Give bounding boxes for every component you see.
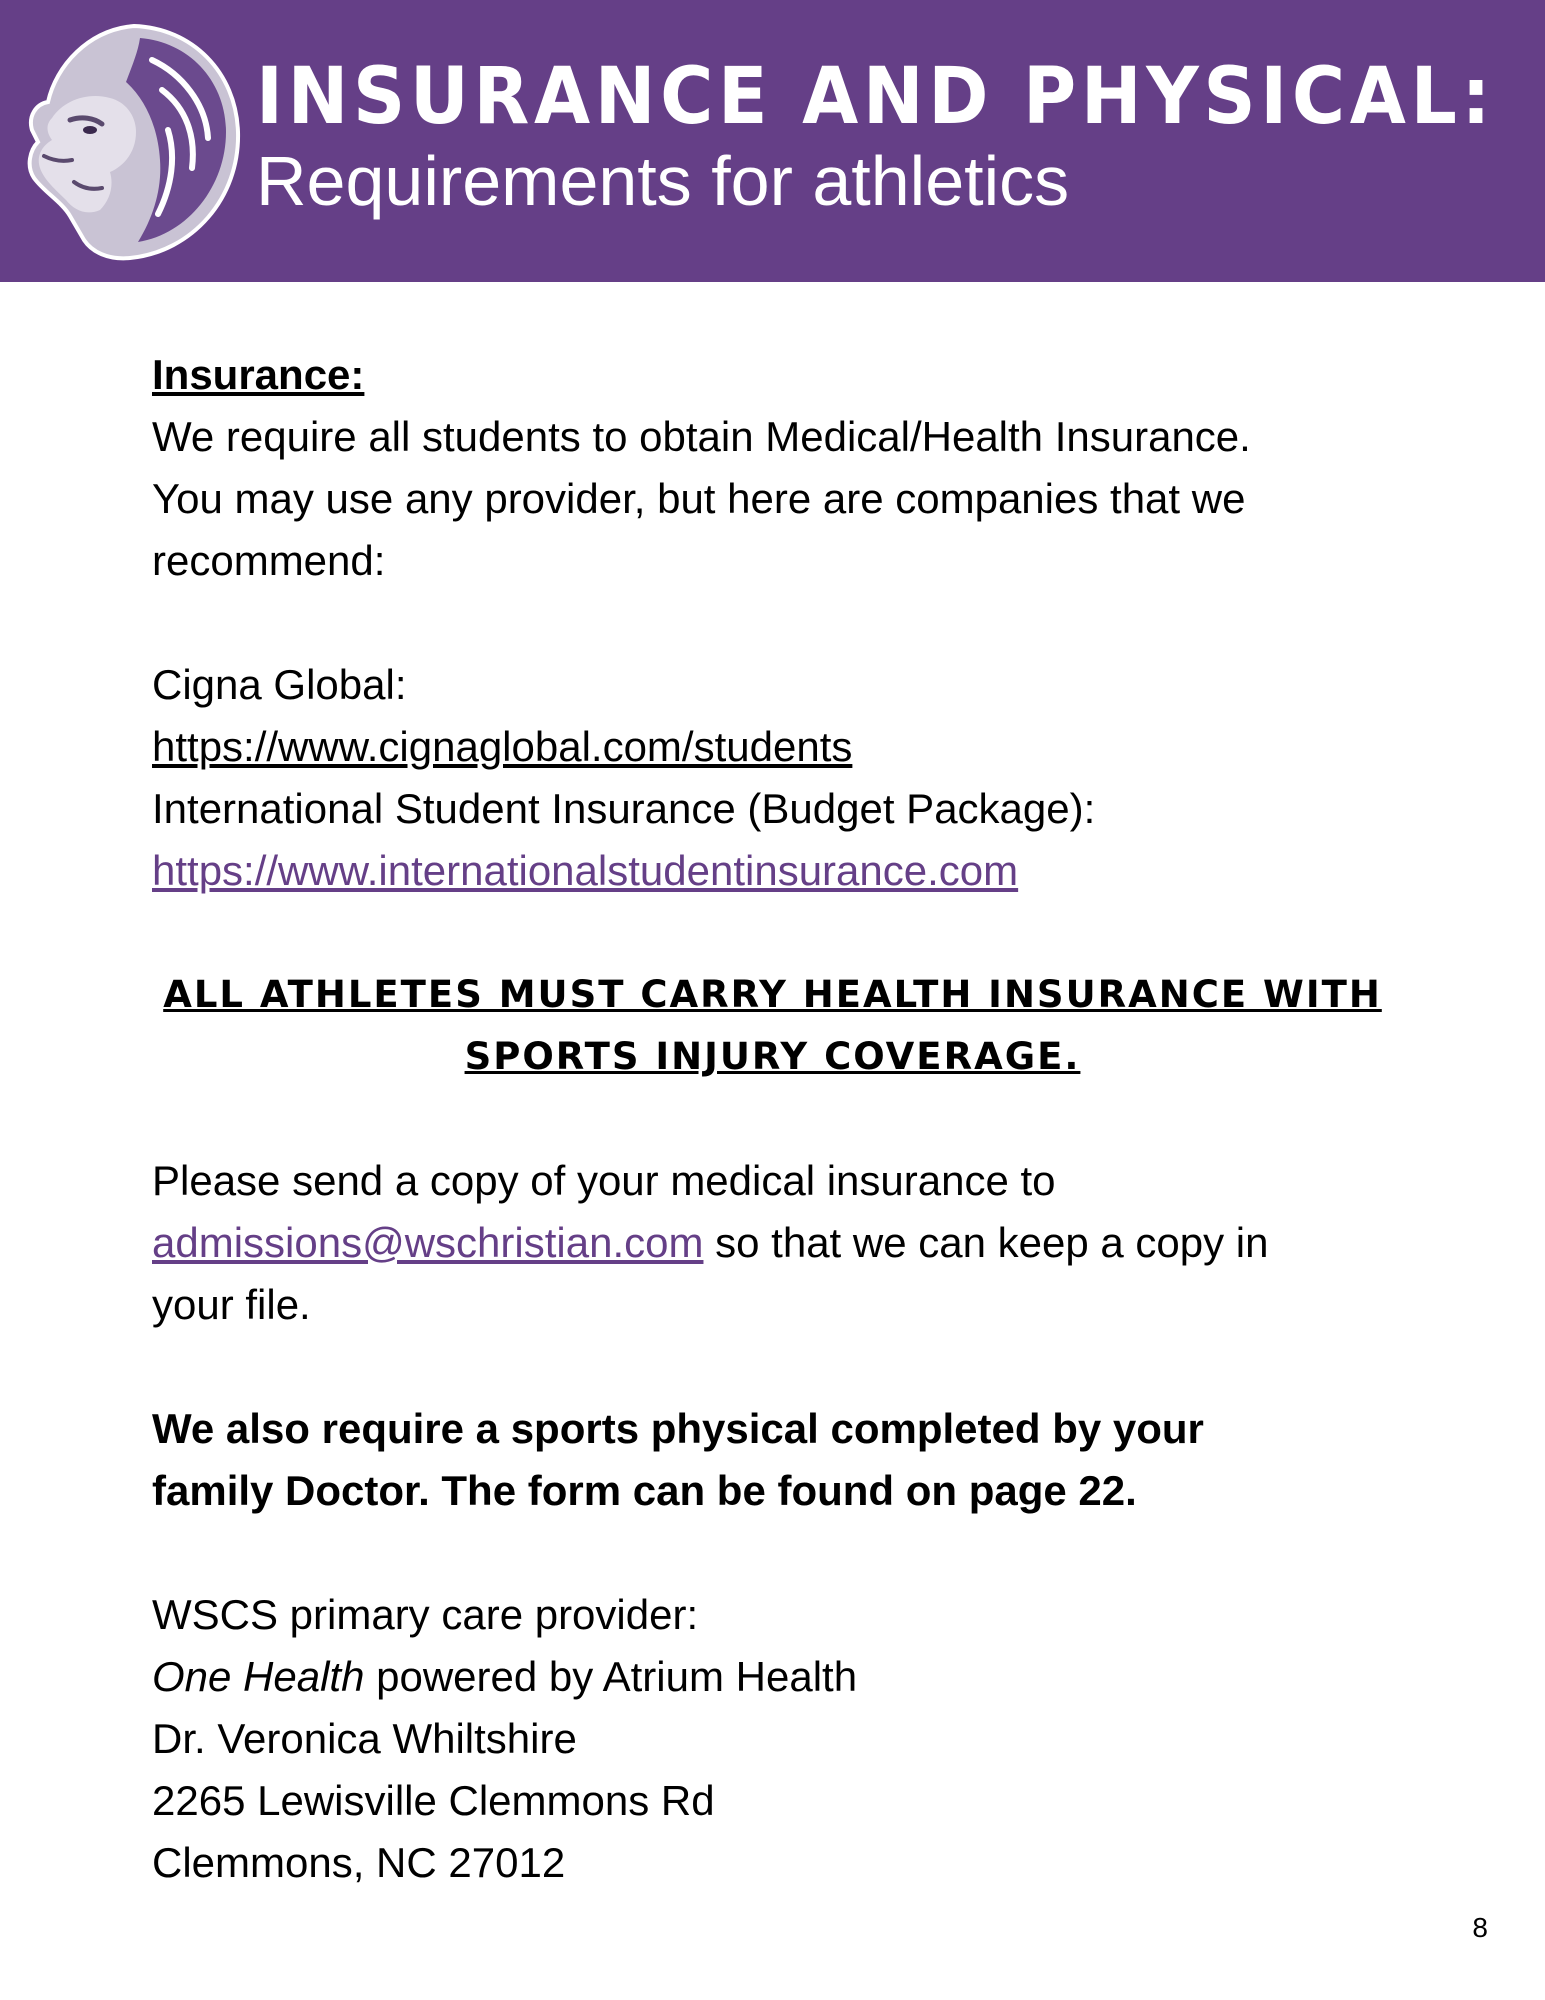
cigna-link[interactable]: https://www.cignaglobal.com/students (152, 723, 853, 770)
provider-street: 2265 Lewisville Clemmons Rd (152, 1777, 715, 1824)
admissions-email-link[interactable]: admissions@wschristian.com (152, 1219, 704, 1266)
provider-name-cigna: Cigna Global: (152, 661, 407, 708)
send-copy-line: your file. (152, 1281, 311, 1328)
physical-requirement: family Doctor. The form can be found on page 22. (152, 1467, 1137, 1514)
insurance-intro-line: recommend: (152, 537, 386, 584)
spacer (152, 1088, 1412, 1150)
insurance-intro-line: You may use any provider, but here are companies that we (152, 475, 1246, 522)
athletes-insurance-callout: SPORTS INJURY COVERAGE. (464, 1035, 1081, 1078)
send-copy-line: Please send a copy of your medical insurance to (152, 1157, 1056, 1204)
primary-care-label: WSCS primary care provider: (152, 1591, 699, 1638)
insurance-intro-line: We require all students to obtain Medical/Health Insurance. (152, 413, 1251, 460)
spacer (152, 902, 1412, 964)
send-copy-line: so that we can keep a copy in (703, 1219, 1269, 1266)
provider-name-isi: International Student Insurance (Budget Package): (152, 785, 1096, 832)
provider-city: Clemmons, NC 27012 (152, 1839, 566, 1886)
header-banner (0, 0, 1545, 282)
insurance-heading: Insurance: (152, 351, 365, 398)
page-subtitle: Requirements for athletics (256, 142, 1070, 220)
main-content (152, 344, 1412, 1894)
spacer (152, 1522, 1412, 1584)
isi-link[interactable]: https://www.internationalstudentinsurance.com (152, 847, 1019, 894)
athletes-insurance-callout: ALL ATHLETES MUST CARRY HEALTH INSURANCE WITH (163, 973, 1382, 1016)
spacer (152, 1336, 1412, 1398)
page-number: 8 (1472, 1912, 1488, 1943)
provider-doctor: Dr. Veronica Whiltshire (152, 1715, 577, 1762)
physical-requirement: We also require a sports physical completed by your (152, 1405, 1204, 1452)
spacer (152, 592, 1412, 654)
provider-org-rest: powered by Atrium Health (364, 1653, 858, 1700)
lion-head-logo (22, 20, 244, 262)
page-title: INSURANCE AND PHYSICAL: (256, 52, 1496, 142)
provider-org-name: One Health (152, 1653, 365, 1700)
